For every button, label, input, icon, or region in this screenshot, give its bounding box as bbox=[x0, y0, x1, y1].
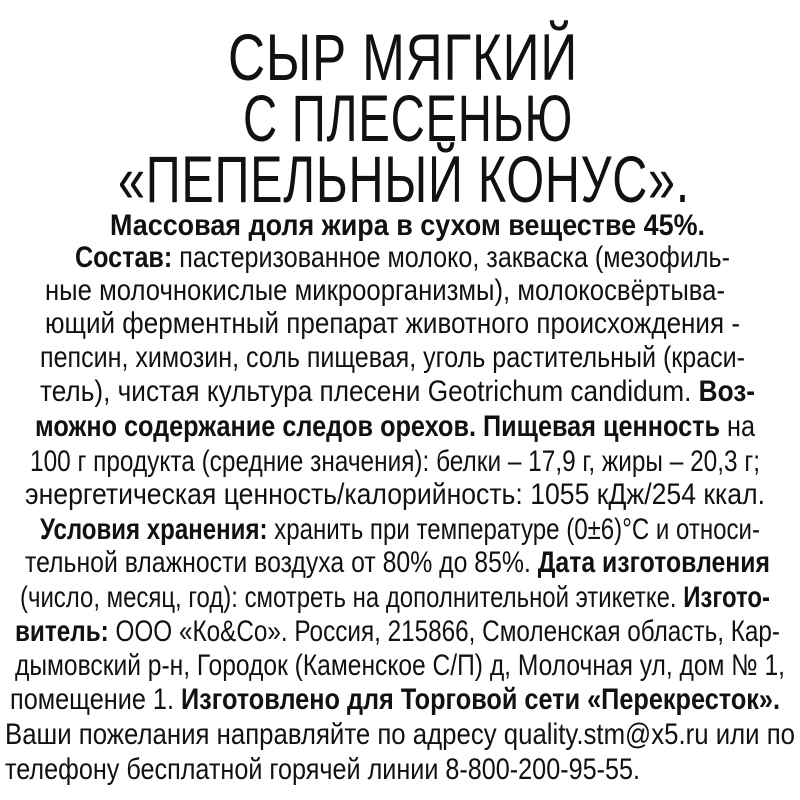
text-segment: 100 г продукта (средние значения): белки – 17,9 г, жиры – 20,3 г; bbox=[30, 445, 760, 478]
label-text-line bbox=[75, 243, 730, 273]
text-segment: помещение 1. bbox=[10, 683, 182, 716]
bold-text-segment: Состав: bbox=[75, 241, 173, 274]
text-segment: тель), чистая культура плесени Geotrichum candidum. bbox=[40, 375, 699, 408]
text-segment: пастеризованное молоко, закваска (мезофиль- bbox=[172, 241, 731, 274]
text-segment: пепсин, химозин, соль пищевая, уголь растительный (краси- bbox=[40, 341, 745, 374]
product-title-line: СЫР МЯГКИЙ bbox=[228, 20, 578, 94]
bold-text-segment: Массовая доля жира в сухом веществе 45%. bbox=[110, 209, 705, 242]
label-text-line bbox=[30, 447, 760, 477]
text-segment: дымовский р-н, Городок (Каменское С/П) д, Молочная ул, дом № 1, bbox=[15, 649, 785, 682]
text-segment: (число, месяц, год): смотреть на дополнительной этикетке. bbox=[20, 581, 684, 614]
text-segment: ные молочнокислые микроорганизмы), молокосвёртыва- bbox=[45, 274, 725, 307]
bold-text-segment: витель: bbox=[15, 615, 109, 648]
label-text-line bbox=[20, 583, 770, 613]
product-title-line: «ПЕПЕЛЬНЫЙ КОНУС». bbox=[118, 142, 690, 216]
label-text-line bbox=[40, 343, 745, 373]
bold-text-segment: Изгото- bbox=[683, 581, 770, 614]
label-text-line bbox=[10, 685, 780, 715]
text-segment: Ваши пожелания направляйте по адресу quality.stm@x5.ru или по bbox=[5, 718, 795, 751]
label-text-line bbox=[40, 515, 760, 545]
text-segment: тельной влажности воздуха от 80% до 85%. bbox=[25, 546, 538, 579]
text-segment: ООО «Ко&Со». Россия, 215866, Смоленская область, Кар- bbox=[108, 615, 780, 648]
label-text-line bbox=[45, 276, 725, 306]
label-text-line bbox=[5, 755, 640, 785]
label-text-line bbox=[45, 309, 740, 339]
label-text-line bbox=[15, 617, 780, 647]
bold-text-segment: можно содержание следов орехов. Пищевая ценность bbox=[35, 410, 721, 443]
label-text-line bbox=[35, 412, 755, 442]
label-text-line bbox=[15, 651, 785, 681]
product-title-line: С ПЛЕСЕНЬЮ bbox=[243, 81, 573, 155]
label-text-line bbox=[5, 720, 795, 750]
bold-text-segment: Изготовлено для Торговой сети «Перекресток». bbox=[181, 683, 780, 716]
label-text-line bbox=[110, 211, 705, 241]
bold-text-segment: Воз- bbox=[698, 375, 755, 408]
label-text-line bbox=[25, 548, 770, 578]
text-segment: хранить при температуре (0±6)°С и относи- bbox=[267, 513, 760, 546]
bold-text-segment: Дата изготовления bbox=[537, 546, 770, 579]
label-text-line bbox=[25, 480, 765, 510]
label-text-line bbox=[40, 377, 755, 407]
text-segment: энергетическая ценность/калорийность: 1055 кДж/254 ккал. bbox=[25, 478, 765, 511]
text-segment: на bbox=[720, 410, 755, 443]
text-segment: ющий ферментный препарат животного происхождения - bbox=[45, 307, 740, 340]
bold-text-segment: Условия хранения: bbox=[40, 513, 268, 546]
text-segment: телефону бесплатной горячей линии 8-800-200-95-55. bbox=[5, 753, 640, 786]
